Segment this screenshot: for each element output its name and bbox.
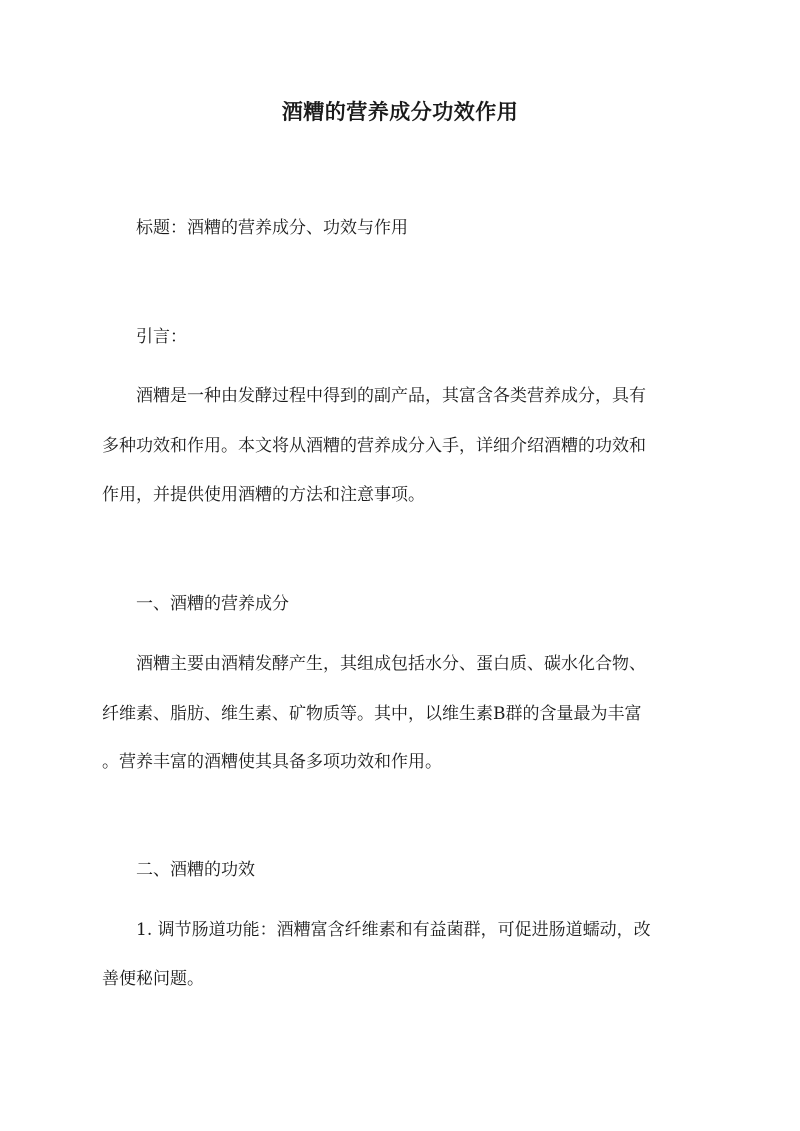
intro-heading: 引言：	[136, 327, 187, 347]
section1-heading: 一、酒糟的营养成分	[136, 594, 289, 614]
item1-line-1: 1. 调节肠道功能：酒糟富含纤维素和有益菌群，可促进肠道蠕动，改	[136, 920, 651, 940]
section1-line-3: 。营养丰富的酒糟使其具备多项功效和作用。	[102, 752, 442, 772]
item1-line-2: 善便秘问题。	[102, 969, 204, 989]
section2-heading: 二、酒糟的功效	[136, 860, 255, 880]
subtitle-line: 标题：酒糟的营养成分、功效与作用	[136, 218, 408, 238]
intro-line-2: 多种功效和作用。本文将从酒糟的营养成分入手，详细介绍酒糟的功效和	[102, 436, 646, 456]
section1-line-2: 纤维素、脂肪、维生素、矿物质等。其中，以维生素B群的含量最为丰富	[102, 704, 642, 724]
section1-line-1: 酒糟主要由酒精发酵产生，其组成包括水分、蛋白质、碳水化合物、	[136, 654, 646, 674]
document-title: 酒糟的营养成分功效作用	[281, 99, 519, 124]
intro-line-3: 作用，并提供使用酒糟的方法和注意事项。	[102, 485, 425, 505]
intro-line-1: 酒糟是一种由发酵过程中得到的副产品，其富含各类营养成分，具有	[136, 386, 646, 406]
